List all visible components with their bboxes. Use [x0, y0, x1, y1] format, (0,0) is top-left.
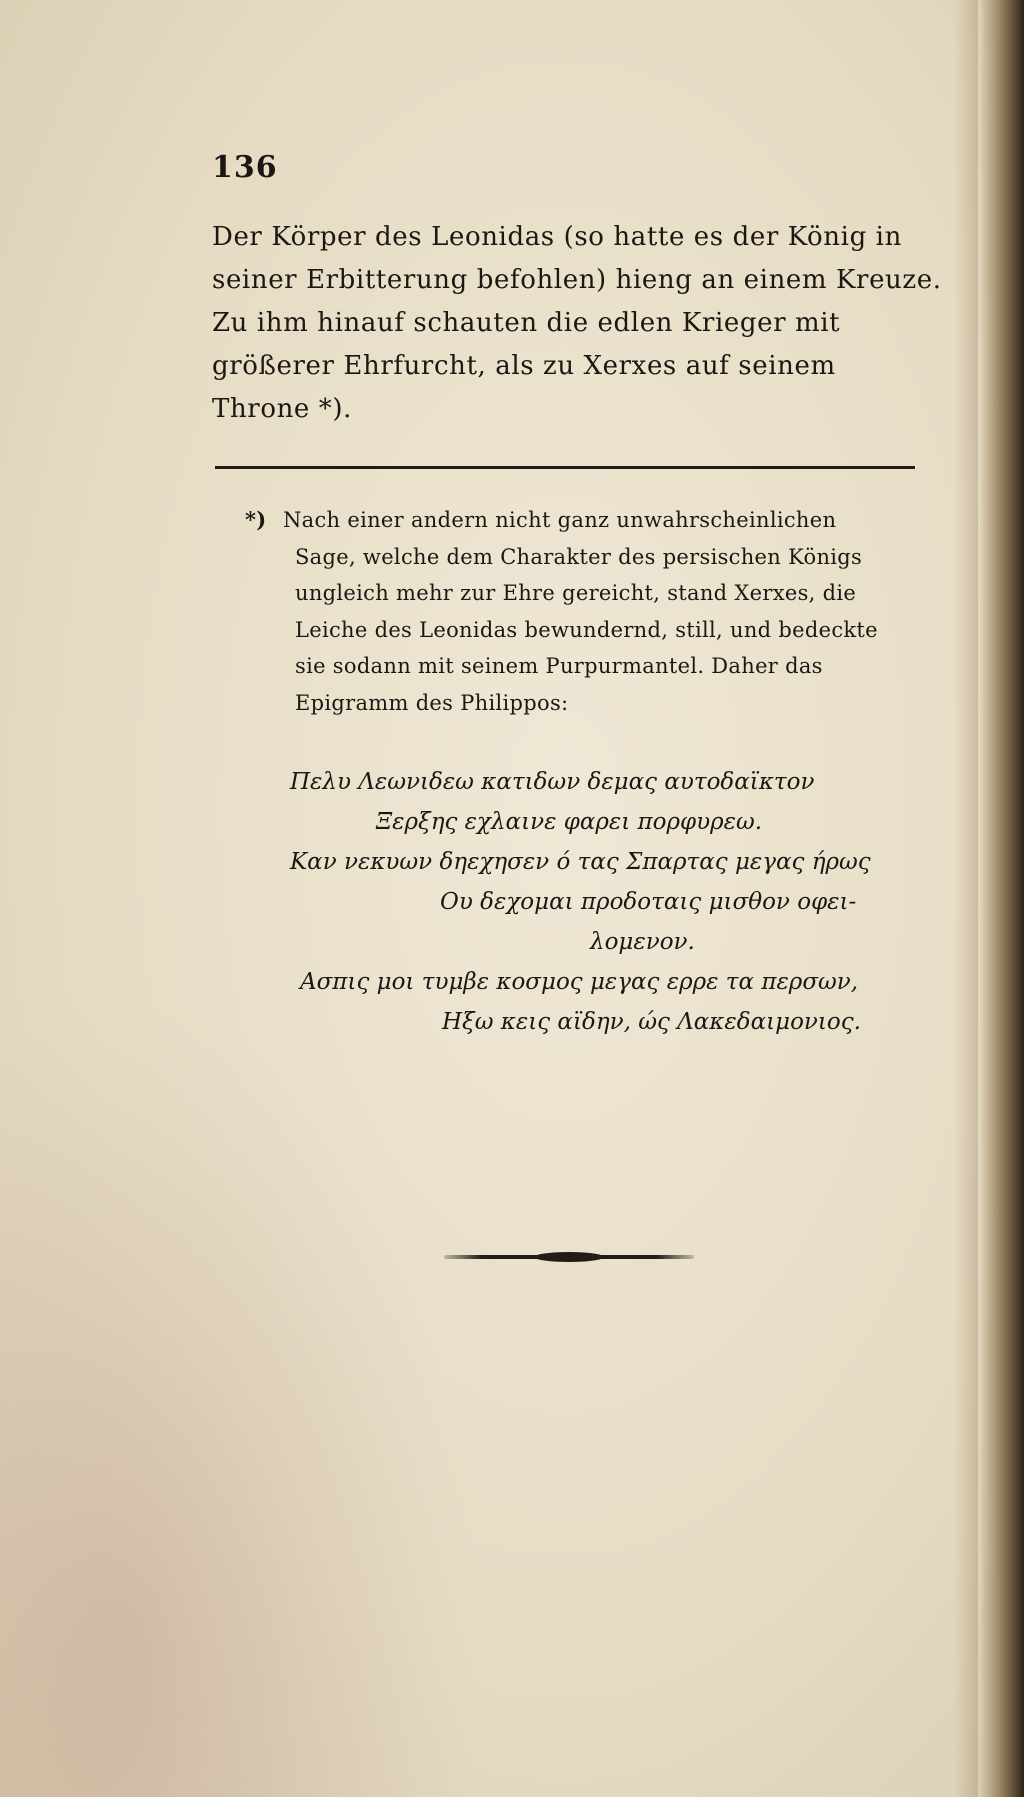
main-paragraph [212, 216, 942, 431]
footnote-line: Leiche des Leonidas bewundernd, still, und bedeckte [295, 617, 878, 642]
epigram-verse: Ηξω κεις αϊδην, ώς Λακεδαιμονιος. [442, 1009, 861, 1035]
footnote-line: Sage, welche dem Charakter des persischen Königs [295, 544, 863, 569]
body-line: Zu ihm hinauf schauten die edlen Krieger mit [212, 308, 841, 338]
epigram-verse: Ου δεχομαι προδοταις μισθον οφει- [440, 889, 857, 915]
end-ornament-center [534, 1252, 604, 1262]
footnote [245, 502, 925, 721]
footnote-line: sie sodann mit seinem Purpurmantel. Daher das [295, 654, 823, 678]
page-number: 136 [212, 150, 278, 185]
page-edge-shadow [954, 0, 978, 1797]
footnote-line: ungleich mehr zur Ehre gereicht, stand Xerxes, die [295, 581, 857, 605]
body-line: seiner Erbitterung befohlen) hieng an einem Kreuze. [212, 265, 942, 295]
footnote-divider [215, 466, 915, 469]
footnote-text: Nach einer andern nicht ganz unwahrscheinlichen [283, 508, 837, 532]
footnote-marker: *) [245, 507, 267, 532]
epigram-verse-continuation: λομενον. [590, 929, 695, 955]
epigram-verse: Καν νεκυων δηεχησεν ό τας Σπαρτας μεγας ήρως [290, 849, 871, 875]
body-line: Der Körper des Leonidas (so hatte es der König in [212, 222, 902, 252]
greek-epigram [290, 762, 930, 1042]
body-line: Throne *). [212, 394, 352, 424]
epigram-verse: Πελυ Λεωνιδεω κατιδων δεμας αυτοδαϊκτον [290, 769, 815, 795]
page-edge [978, 0, 1024, 1797]
epigram-verse: Ασπις μοι τυμβε κοσμος μεγας ερρε τα περσων, [300, 969, 859, 995]
body-line: größerer Ehrfurcht, als zu Xerxes auf seinem [212, 351, 836, 381]
epigram-verse: Ξερξης εχλαινε φαρει πορφυρεω. [376, 809, 763, 835]
footnote-line [245, 502, 925, 539]
footnote-line: Epigramm des Philippos: [295, 690, 569, 715]
